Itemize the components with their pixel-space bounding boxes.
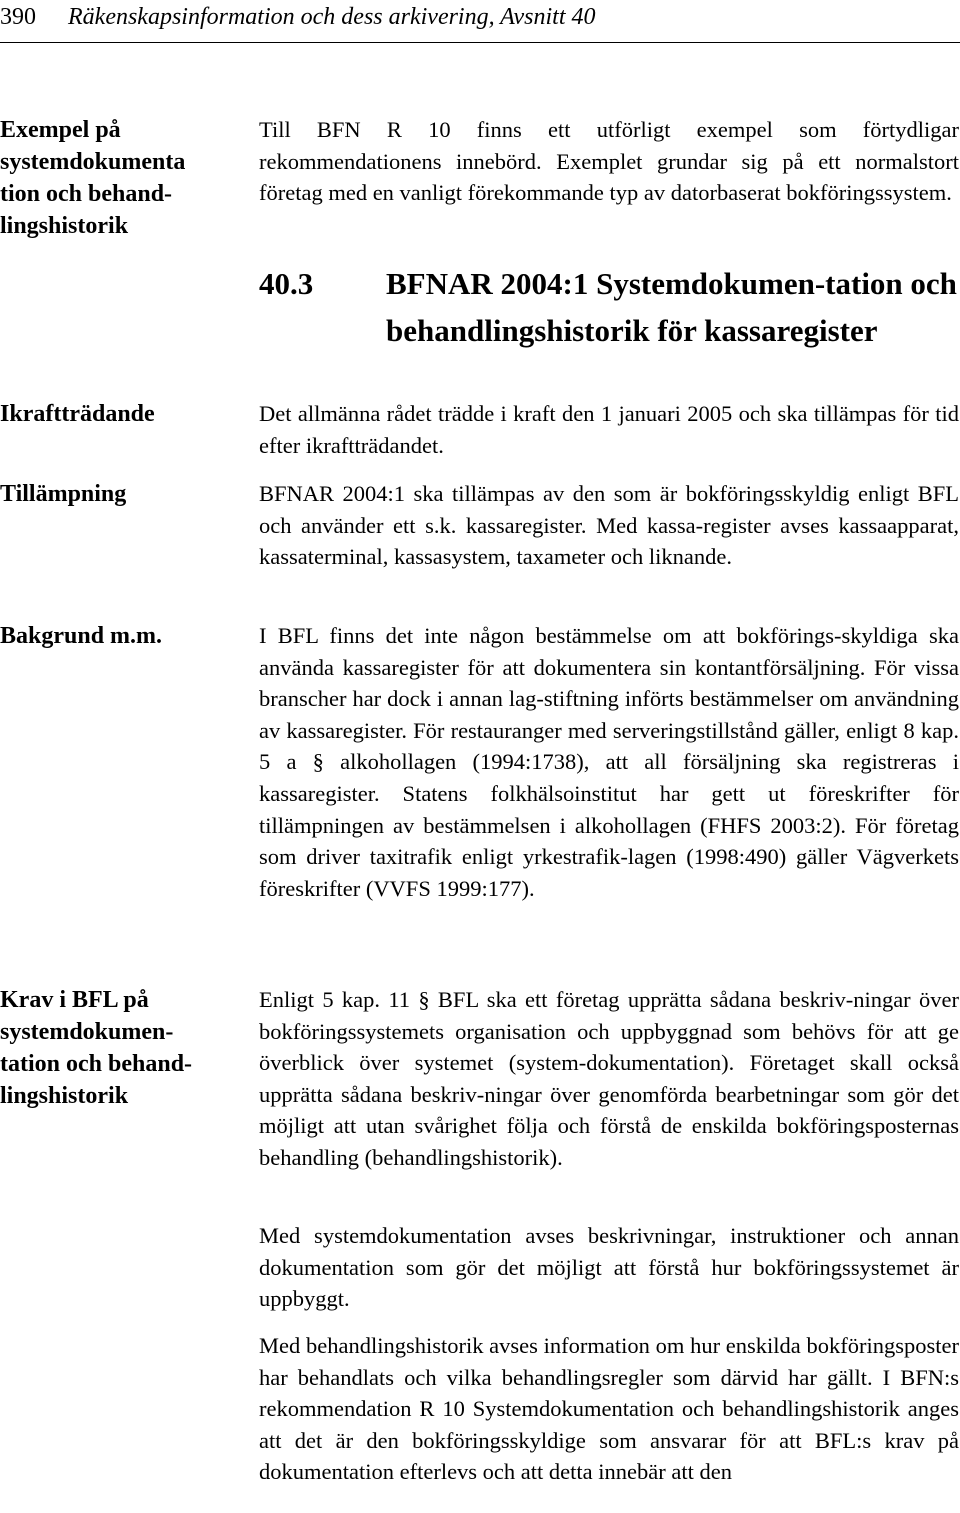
paragraph-krav: Enligt 5 kap. 11 § BFL ska ett företag upprätta sådana beskriv-ningar över bokföringssystemets organisation och uppbyggnad som behövs för att ge överblick över systemet (system-dokumentation). Företaget skall också upprätta sådana beskriv-ningar över genomförda bearbetningar som gör det möjligt att utan svårighet följa och förstå de enskilda bokföringsposternas behandling (behandlingshistorik). bbox=[259, 987, 959, 1170]
paragraph-intro: Till BFN R 10 finns ett utförligt exempel som förtydligar rekommendationens innebörd. Exemplet grundar sig på ett normalstort företag med en vanligt förekommande typ av datorbaserat bokföringssystem. bbox=[259, 117, 959, 206]
running-title: Räkenskapsinformation och dess arkivering, Avsnitt 40 bbox=[68, 4, 596, 30]
header-rule bbox=[0, 42, 960, 43]
section-number: 40.3 bbox=[259, 266, 314, 301]
page-number: 390 bbox=[0, 4, 36, 30]
paragraph-ikrafttradande: Det allmänna rådet trädde i kraft den 1 januari 2005 och ska tillämpas för tid efter ikraftträdandet. bbox=[259, 401, 959, 458]
page-header bbox=[0, 0, 960, 40]
paragraph-systemdokumentation: Med systemdokumentation avses beskrivningar, instruktioner och annan dokumentation som gör det möjligt att förstå hur bokföringssystemet är uppbyggt. bbox=[259, 1223, 959, 1312]
margin-label-tillampning: Tillämpning bbox=[0, 481, 127, 507]
margin-label-ikrafttradande: Ikraftträdande bbox=[0, 401, 155, 427]
margin-label-krav: Krav i BFL på systemdokumen-tation och behand-lingshistorik bbox=[0, 987, 193, 1109]
section-title: BFNAR 2004:1 Systemdokumen-tation och behandlingshistorik för kassaregister bbox=[386, 266, 957, 348]
paragraph-behandlingshistorik: Med behandlingshistorik avses information om hur enskilda bokföringsposter har behandlats och vilka behandlingsregler som därvid har gällt. I BFN:s rekommendation R 10 Systemdokumentation och behandlingshistorik anges att det är den bokföringsskyldige som ansvarar för att BFL:s krav på dokumentation efterlevs och att detta innebär att den bbox=[259, 1333, 959, 1485]
paragraph-tillampning: BFNAR 2004:1 ska tillämpas av den som är bokföringsskyldig enligt BFL och använder ett s.k. kassaregister. Med kassa-register avses kassaapparat, kassaterminal, kassasystem, taxameter och liknande. bbox=[259, 481, 959, 570]
margin-label-exempel: Exempel på systemdokumenta tion och behand-lingshistorik bbox=[0, 117, 186, 239]
margin-label-bakgrund: Bakgrund m.m. bbox=[0, 623, 163, 649]
paragraph-bakgrund: I BFL finns det inte någon bestämmelse om att bokförings-skyldiga ska använda kassaregister för att dokumentera sin kontantförsäljning. För vissa branscher har dock i annan lag-stiftning införts bestämmelser om användning av kassaregister. För restauranger med serveringstillstånd gäller, enligt 8 kap. 5 a § alkohollagen (1994:1738), att all försäljning ska registreras i kassaregister. Statens folkhälsoinstitut har gett ut föreskrifter för tillämpningen av bestämmelsen i alkohollagen (FHFS 2003:2). För företag som driver taxitrafik enligt yrkestrafik-lagen (1998:490) gäller Vägverkets föreskrifter (VVFS 1999:177). bbox=[259, 623, 959, 901]
